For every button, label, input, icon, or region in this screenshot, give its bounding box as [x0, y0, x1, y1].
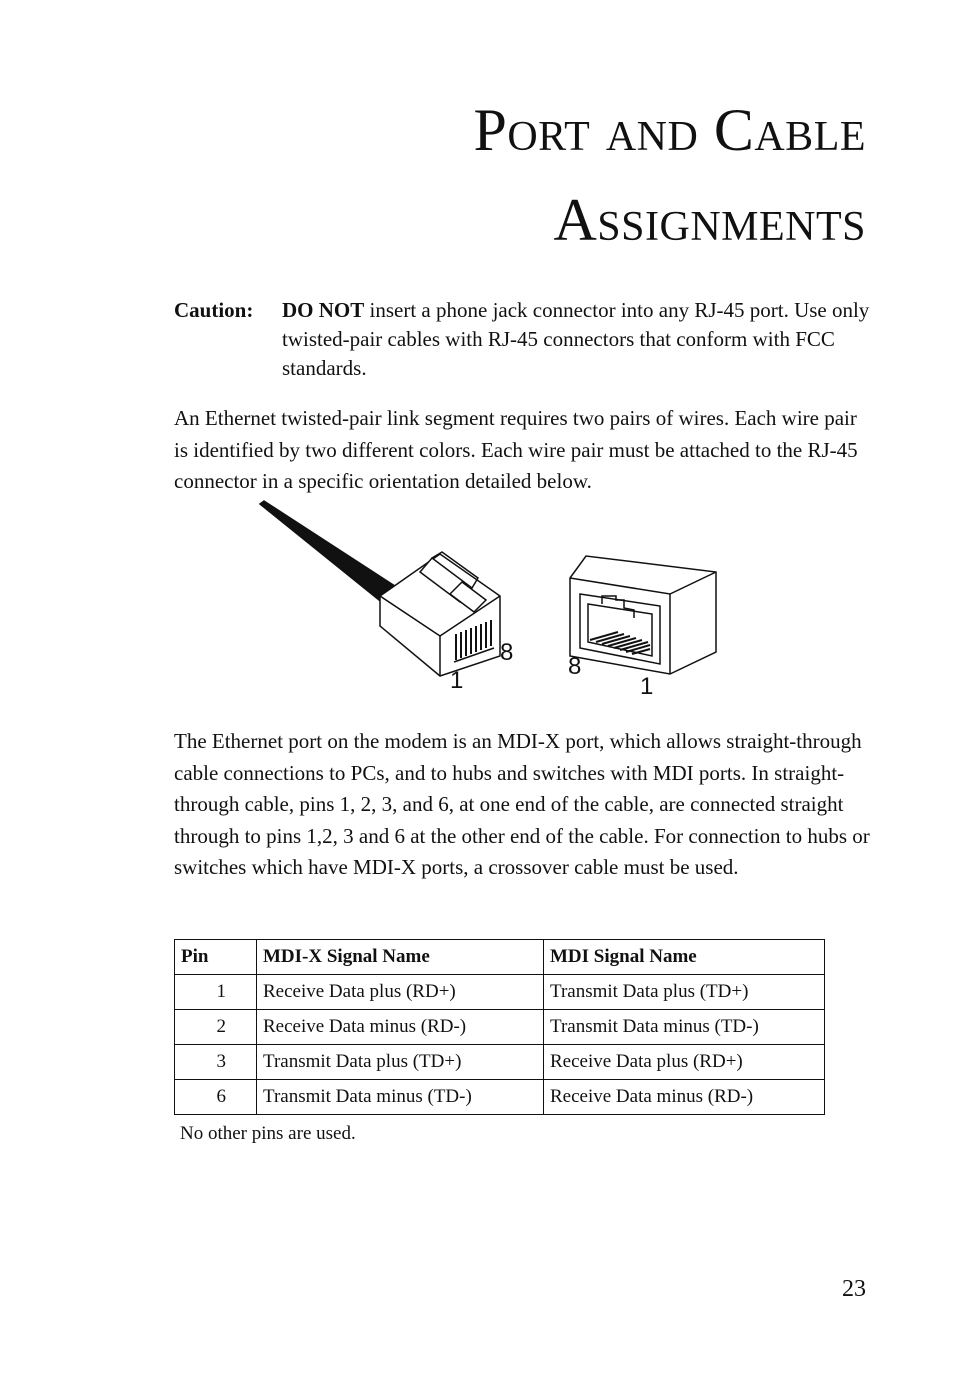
- mdi-signal: Transmit Data plus (TD+): [544, 975, 825, 1010]
- mdix-signal: Transmit Data plus (TD+): [257, 1045, 544, 1080]
- intro-paragraph: An Ethernet twisted-pair link segment requires two pairs of wires. Each wire pair is identified by two different colors. Each wire pair must be attached to the RJ-45 connector in a specific orientation detailed below.: [174, 406, 858, 493]
- pin-number: 1: [175, 975, 257, 1010]
- mdix-paragraph: The Ethernet port on the modem is an MDI-X port, which allows straight-through cable connections to PCs, and to hubs and switches with MDI ports. In straight-through cable, pins 1, 2, 3, and 6, at one end of the cable, are connected straight through to pins 1,2, 3 and 6 at the other end of the cable. For connection to hubs or switches which have MDI-X ports, a crossover cable must be used.: [174, 729, 870, 879]
- pin-assignment-table: [174, 939, 825, 1115]
- table-row: [175, 1045, 825, 1080]
- mdix-signal: Receive Data plus (RD+): [257, 975, 544, 1010]
- page-title-line-2: Assignments: [553, 187, 866, 253]
- header-mdi-signal: MDI Signal Name: [544, 940, 825, 975]
- rj45-jack-illustration: [570, 556, 716, 674]
- caution-text: insert a phone jack connector into any RJ-45 port. Use only twisted-pair cables with RJ-45 connectors that conform with FCC standards.: [282, 298, 870, 380]
- plug-pin-8-label: 8: [500, 639, 514, 666]
- header-mdix-signal: MDI-X Signal Name: [257, 940, 544, 975]
- rj45-figure: [250, 496, 730, 706]
- page-title-line-1: Port and Cable: [473, 97, 866, 163]
- mdi-signal: Receive Data plus (RD+): [544, 1045, 825, 1080]
- mdix-signal: Transmit Data minus (TD-): [257, 1080, 544, 1115]
- caution-emphasis: DO NOT: [282, 298, 365, 322]
- plug-pin-1-label: 1: [450, 667, 464, 694]
- mdix-signal: Receive Data minus (RD-): [257, 1010, 544, 1045]
- table-footnote: No other pins are used.: [180, 1123, 356, 1144]
- rj45-plug-illustration: [260, 501, 500, 676]
- caution-label: Caution:: [174, 298, 254, 322]
- pin-number: 2: [175, 1010, 257, 1045]
- table-header-row: [175, 940, 825, 975]
- pin-number: 3: [175, 1045, 257, 1080]
- mdi-signal: Transmit Data minus (TD-): [544, 1010, 825, 1045]
- jack-pin-8-label: 8: [568, 653, 582, 680]
- caution-body: [282, 296, 872, 383]
- table-row: [175, 975, 825, 1010]
- mdi-signal: Receive Data minus (RD-): [544, 1080, 825, 1115]
- jack-pin-1-label: 1: [640, 673, 654, 700]
- header-pin: Pin: [175, 940, 257, 975]
- pin-number: 6: [175, 1080, 257, 1115]
- page-number: 23: [842, 1276, 866, 1302]
- table-row: [175, 1010, 825, 1045]
- table-row: [175, 1080, 825, 1115]
